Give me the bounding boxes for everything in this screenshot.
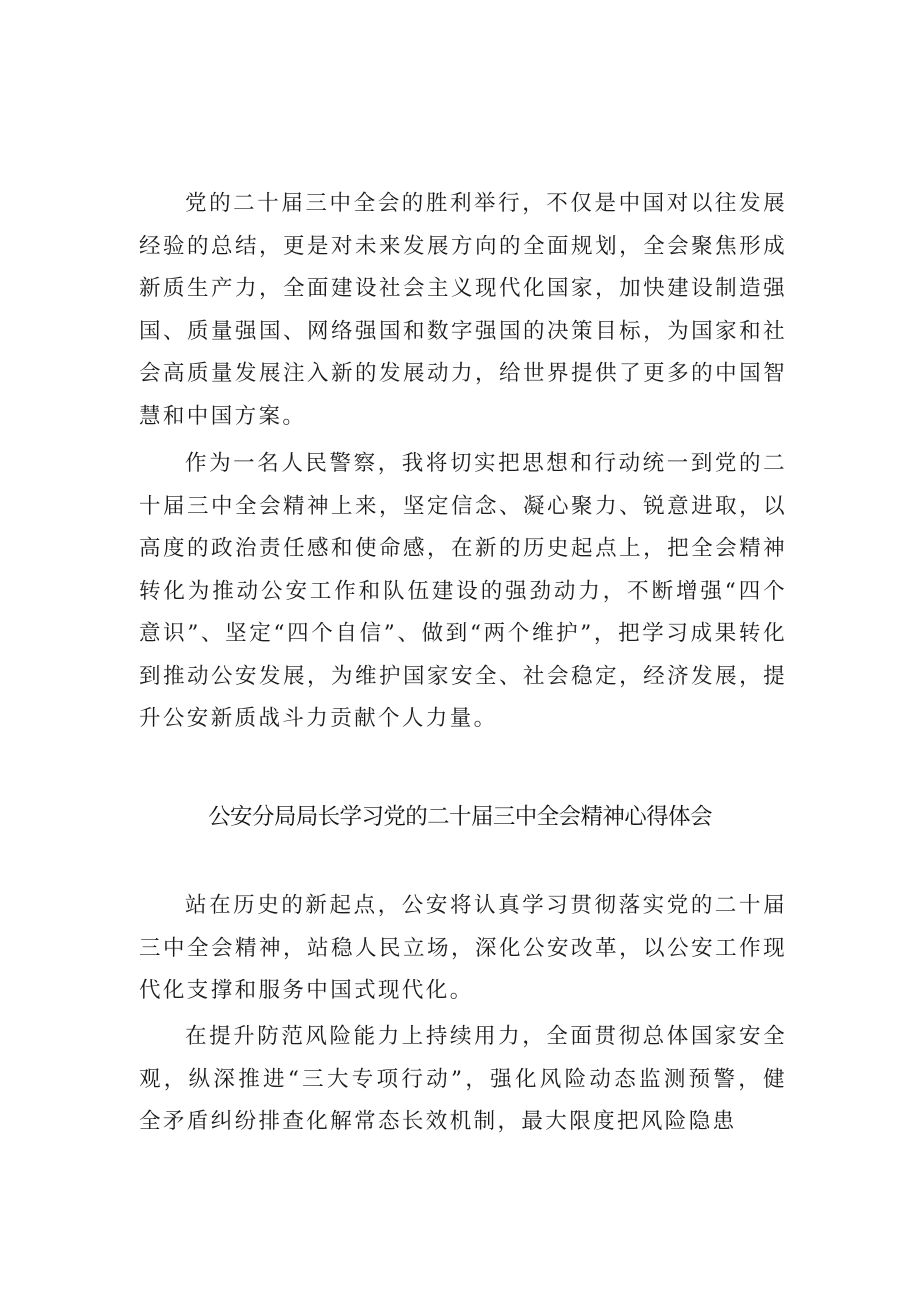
body-paragraph-3: 站在历史的新起点，公安将认真学习贯彻落实党的二十届三中全会精神，站稳人民立场，深化公安改革，以公安工作现代化支撑和服务中国式现代化。 [139,893,787,1003]
section-title: 公安分局局长学习党的二十届三中全会精神心得体会 [208,804,712,830]
body-paragraph-4: 在提升防范风险能力上持续用力，全面贯彻总体国家安全观，纵深推进“三大专项行动”，强化风险动态监测预警，健全矛盾纠纷排查化解常态长效机制，最大限度把风险隐患 [139,1024,787,1134]
body-paragraph-2: 作为一名人民警察，我将切实把思想和行动统一到党的二十届三中全会精神上来，坚定信念、凝心聚力、锐意进取，以高度的政治责任感和使命感，在新的历史起点上，把全会精神转化为推动公安工作和队伍建设的强劲动力，不断增强“四个意识”、坚定“四个自信”、做到“两个维护”，把学习成果转化到推动公安发展，为维护国家安全、社会稳定，经济发展，提升公安新质战斗力贡献个人力量。 [139,451,787,731]
body-paragraph-1: 党的二十届三中全会的胜利举行，不仅是中国对以往发展经验的总结，更是对未来发展方向的全面规划，全会聚焦形成新质生产力，全面建设社会主义现代化国家，加快建设制造强国、质量强国、网络强国和数字强国的决策目标，为国家和社会高质量发展注入新的发展动力，给世界提供了更多的中国智慧和中国方案。 [139,191,787,429]
